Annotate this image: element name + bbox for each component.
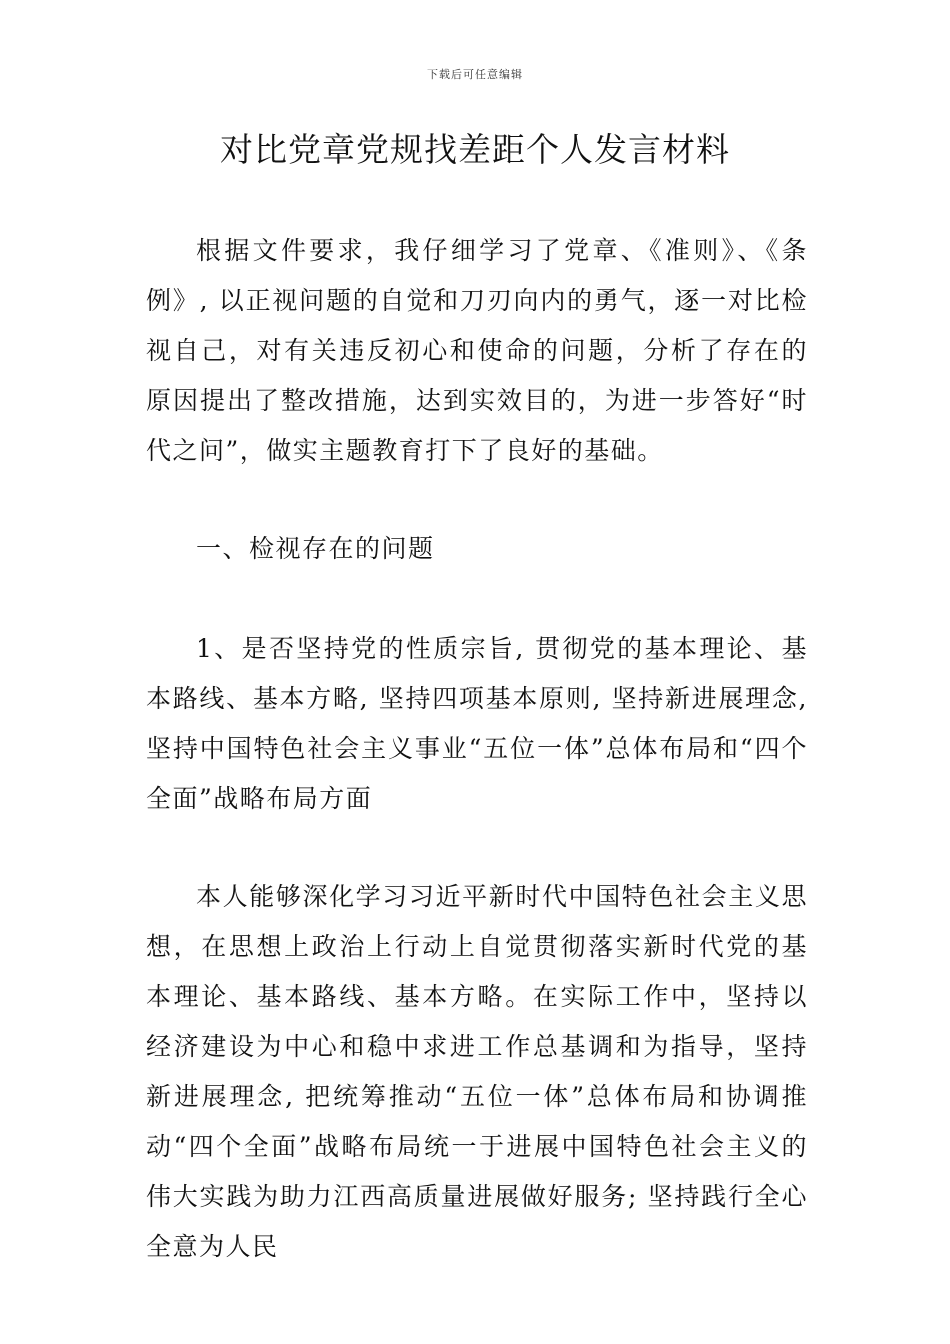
- intro-paragraph: 根据文件要求，我仔细学习了党章、《准则》、《条例》, 以正视问题的自觉和刀刃向内的勇气，逐一对比检视自己，对有关违反初心和使命的问题，分析了存在的原因提出了整改措施，达到实效目的，为进一步答好“时代之问”，做实主题教育打下了良好的基础。: [146, 236, 808, 465]
- item-1-paragraph: 1、是否坚持党的性质宗旨, 贯彻党的基本理论、基本路线、基本方略, 坚持四项基本原则, 坚持新进展理念, 坚持中国特色社会主义事业“五位一体”总体布局和“四个全面”战略布局方面: [146, 634, 808, 813]
- section-heading: 一、检视存在的问题: [196, 534, 435, 563]
- header-note: 下载后可任意编辑: [427, 68, 523, 81]
- self-assessment-paragraph: 本人能够深化学习习近平新时代中国特色社会主义思想，在思想上政治上行动上自觉贯彻落实新时代党的基本理论、基本路线、基本方略。在实际工作中，坚持以经济建设为中心和稳中求进工作总基调和为指导，坚持新进展理念, 把统筹推动“五位一体”总体布局和协调推动“四个全面”战略布局统一于进展中国特色社会主义的伟大实践为助力江西高质量进展做好服务; 坚持践行全心全意为人民: [146, 882, 808, 1261]
- document-title: 对比党章党规找差距个人发言材料: [220, 130, 730, 169]
